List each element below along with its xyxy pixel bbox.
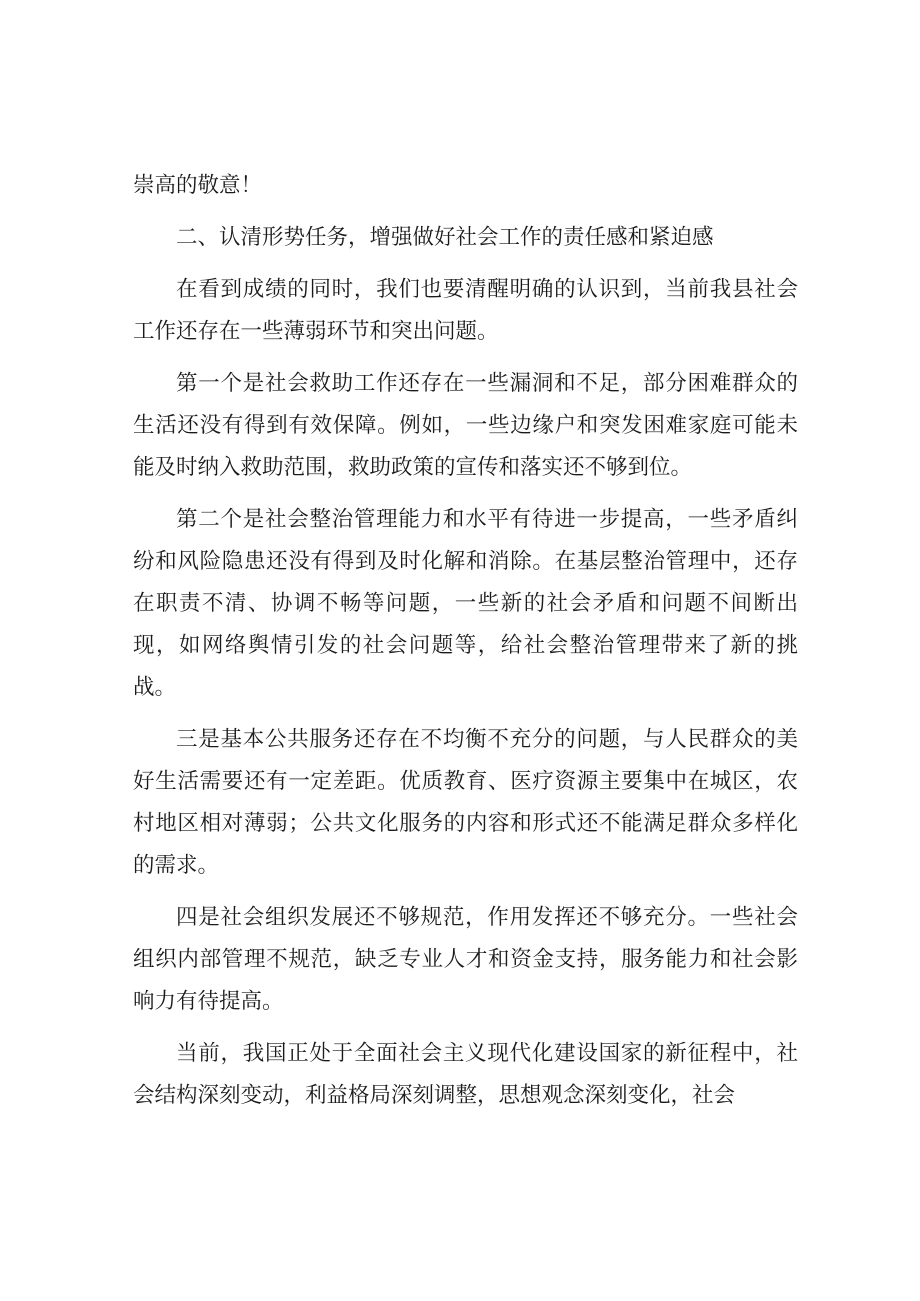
paragraph-current-situation: 当前，我国正处于全面社会主义现代化建设国家的新征程中，社会结构深刻变动，利益格局深刻调整，思想观念深刻变化，社会 — [133, 1041, 798, 1108]
paragraph-issue-one: 第一个是社会救助工作还存在一些漏洞和不足，部分困难群众的生活还没有得到有效保障。例如，一些边缘户和突发困难家庭可能未能及时纳入救助范围，救助政策的宣传和落实还不够到位。 — [133, 371, 798, 480]
paragraph-issue-four: 四是社会组织发展还不够规范，作用发挥还不够充分。一些社会组织内部管理不规范，缺乏专业人才和资金支持，服务能力和社会影响力有待提高。 — [133, 905, 798, 1014]
paragraph-closing-line: 崇高的敬意！ — [133, 173, 263, 198]
section-heading: 二、认清形势任务，增强做好社会工作的责任感和紧迫感 — [176, 225, 714, 250]
paragraph-intro: 在看到成绩的同时，我们也要清醒明确的认识到，当前我县社会工作还存在一些薄弱环节和突出问题。 — [133, 277, 798, 344]
paragraph-issue-three: 三是基本公共服务还存在不均衡不充分的问题，与人民群众的美好生活需要还有一定差距。优质教育、医疗资源主要集中在城区，农村地区相对薄弱；公共文化服务的内容和形式还不能满足群众多样化的需求。 — [133, 727, 798, 878]
document-body — [133, 165, 798, 1117]
paragraph-issue-two: 第二个是社会整治管理能力和水平有待进一步提高，一些矛盾纠纷和风险隐患还没有得到及时化解和消除。在基层整治管理中，还存在职责不清、协调不畅等问题，一些新的社会矛盾和问题不间断出现，如网络舆情引发的社会问题等，给社会整治管理带来了新的挑战。 — [133, 507, 798, 700]
